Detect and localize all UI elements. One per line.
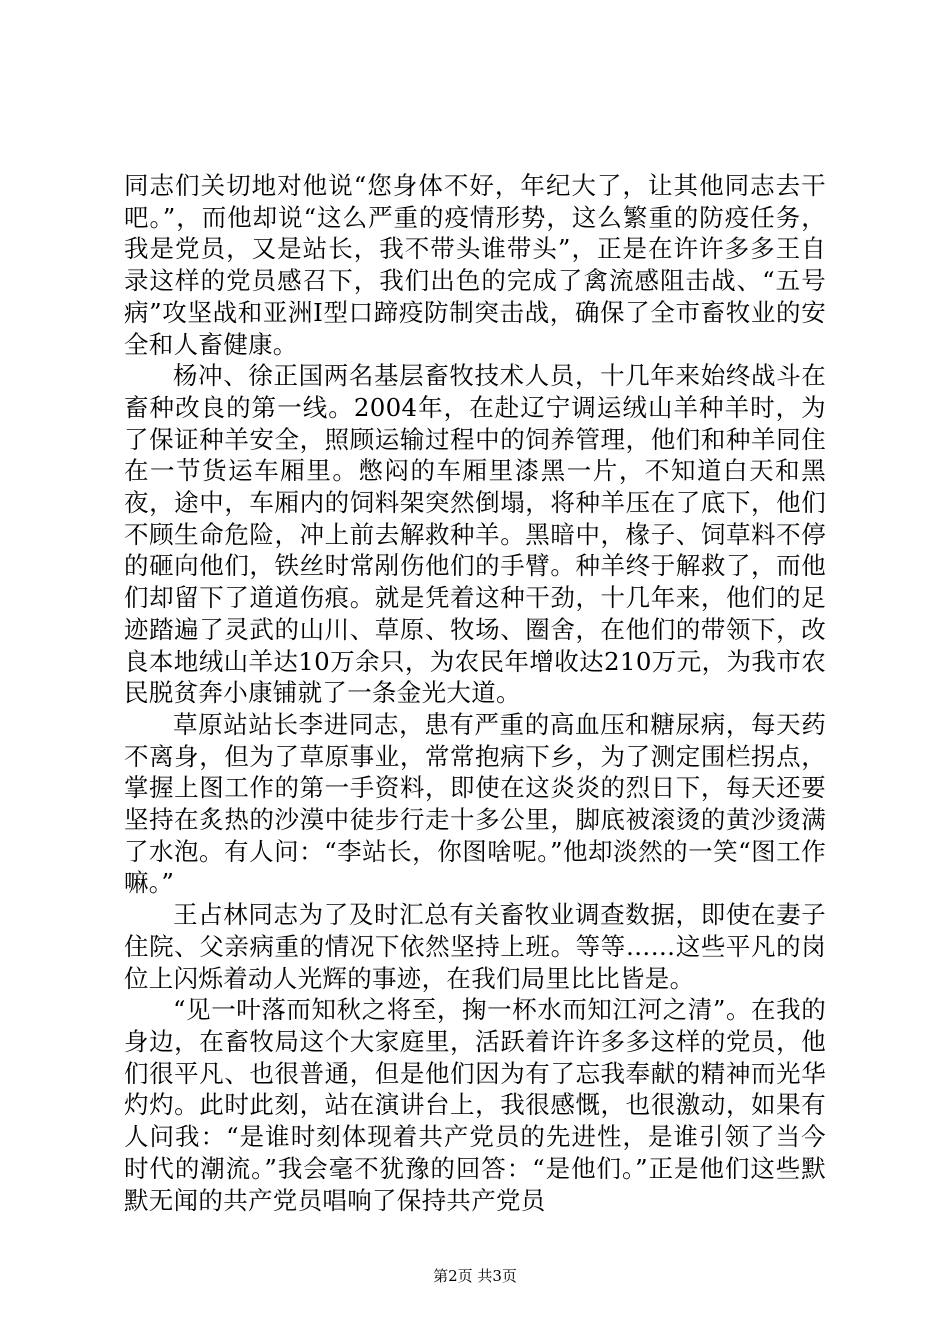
page-number-footer: 第2页 共3页 (433, 1267, 517, 1285)
paragraph-wang-zhanlin: 王占林同志为了及时汇总有关畜牧业调查数据，即使在妻子住院、父亲病重的情况下依然坚持上班。等等……这些平凡的岗位上闪烁着动人光辉的事迹，在我们局里比比皆是。 (124, 900, 826, 993)
paragraph-conclusion: “见一叶落而知秋之将至，掬一杯水而知江河之清”。在我的身边，在畜牧局这个大家庭里，活跃着许许多多这样的党员，他们很平凡、也很普通，但是他们因为有了忘我奉献的精神而光华灼灼。此时此刻，站在演讲台上，我很感慨，也很激动，如果有人问我：“是谁时刻体现着共产党员的先进性，是谁引领了当今时代的潮流。”我会毫不犹豫的回答：“是他们。”正是他们这些默默无闻的共产党员唱响了保持共产党员 (124, 995, 826, 1215)
paragraph-yang-chong-xu-zhengguo: 杨冲、徐正国两名基层畜牧技术人员，十几年来始终战斗在畜种改良的第一线。2004年，在赴辽宁调运绒山羊种羊时，为了保证种羊安全，照顾运输过程中的饲养管理，他们和种羊同住在一节货运车厢里。憋闷的车厢里漆黑一片，不知道白天和黑夜，途中，车厢内的饲料架突然倒塌，将种羊压在了底下，他们不顾生命危险，冲上前去解救种羊。黑暗中，椽子、饲草料不停的砸向他们，铁丝时常剐伤他们的手臂。种羊终于解救了，而他们却留下了道道伤痕。就是凭着这种干劲，十几年来，他们的足迹踏遍了灵武的山川、草原、牧场、圈舍，在他们的带领下，改良本地绒山羊达10万余只，为农民年增收达210万元，为我市农民脱贫奔小康铺就了一条金光大道。 (124, 361, 826, 708)
document-body (124, 170, 826, 1216)
paragraph-li-jin: 草原站站长李进同志，患有严重的高血压和糖尿病，每天药不离身，但为了草原事业，常常抱病下乡，为了测定围栏拐点，掌握上图工作的第一手资料，即使在这炎炎的烈日下，每天还要坚持在炙热的沙漠中徒步行走十多公里，脚底被滚烫的黄沙烫满了水泡。有人问：“李站长，你图啥呢。”他却淡然的一笑“图工作嘛。” (124, 709, 826, 898)
paragraph-continuation: 同志们关切地对他说“您身体不好，年纪大了，让其他同志去干吧。”，而他却说“这么严重的疫情形势，这么繁重的防疫任务，我是党员，又是站长，我不带头谁带头”，正是在许许多多王自录这样的党员感召下，我们出色的完成了禽流感阻击战、“五号病”攻坚战和亚洲Ⅰ型口蹄疫防制突击战，确保了全市畜牧业的安全和人畜健康。 (124, 171, 827, 359)
